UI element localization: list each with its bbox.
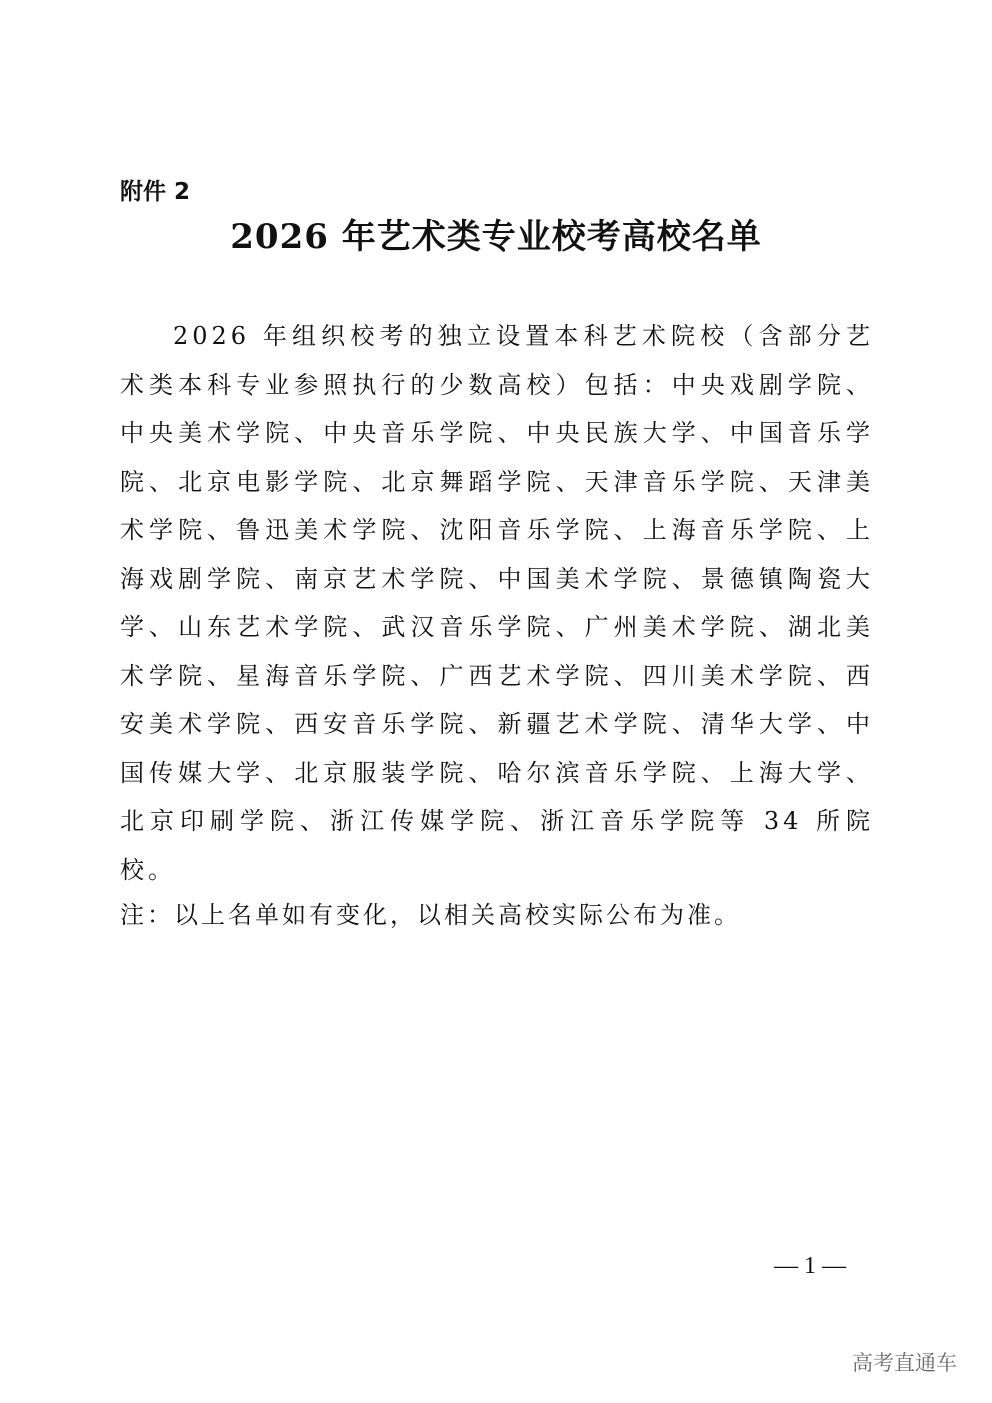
page-number: — 1 — [774, 1253, 846, 1279]
note-text: 注：以上名单如有变化，以相关高校实际公布为准。 [120, 901, 741, 929]
body-paragraph: 2026 年组织校考的独立设置本科艺术院校（含部分艺术类本科专业参照执行的少数高校）包括：中央戏剧学院、中央美术学院、中央音乐学院、中央民族大学、中国音乐学院、北京电影学院、北京舞蹈学院、天津音乐学院、天津美术学院、鲁迅美术学院、沈阳音乐学院、上海音乐学院、上海戏剧学院、南京艺术学院、中国美术学院、景德镇陶瓷大学、山东艺术学院、武汉音乐学院、广州美术学院、湖北美术学院、星海音乐学院、广西艺术学院、四川美术学院、西安美术学院、西安音乐学院、新疆艺术学院、清华大学、中国传媒大学、北京服装学院、哈尔滨音乐学院、上海大学、北京印刷学院、浙江传媒学院、浙江音乐学院等 34 所院校。 [120, 322, 874, 884]
attachment-label: 附件 2 [120, 179, 191, 205]
watermark-text: 高考直通车 [852, 1351, 957, 1375]
document-title: 2026 年艺术类专业校考高校名单 [230, 217, 762, 257]
